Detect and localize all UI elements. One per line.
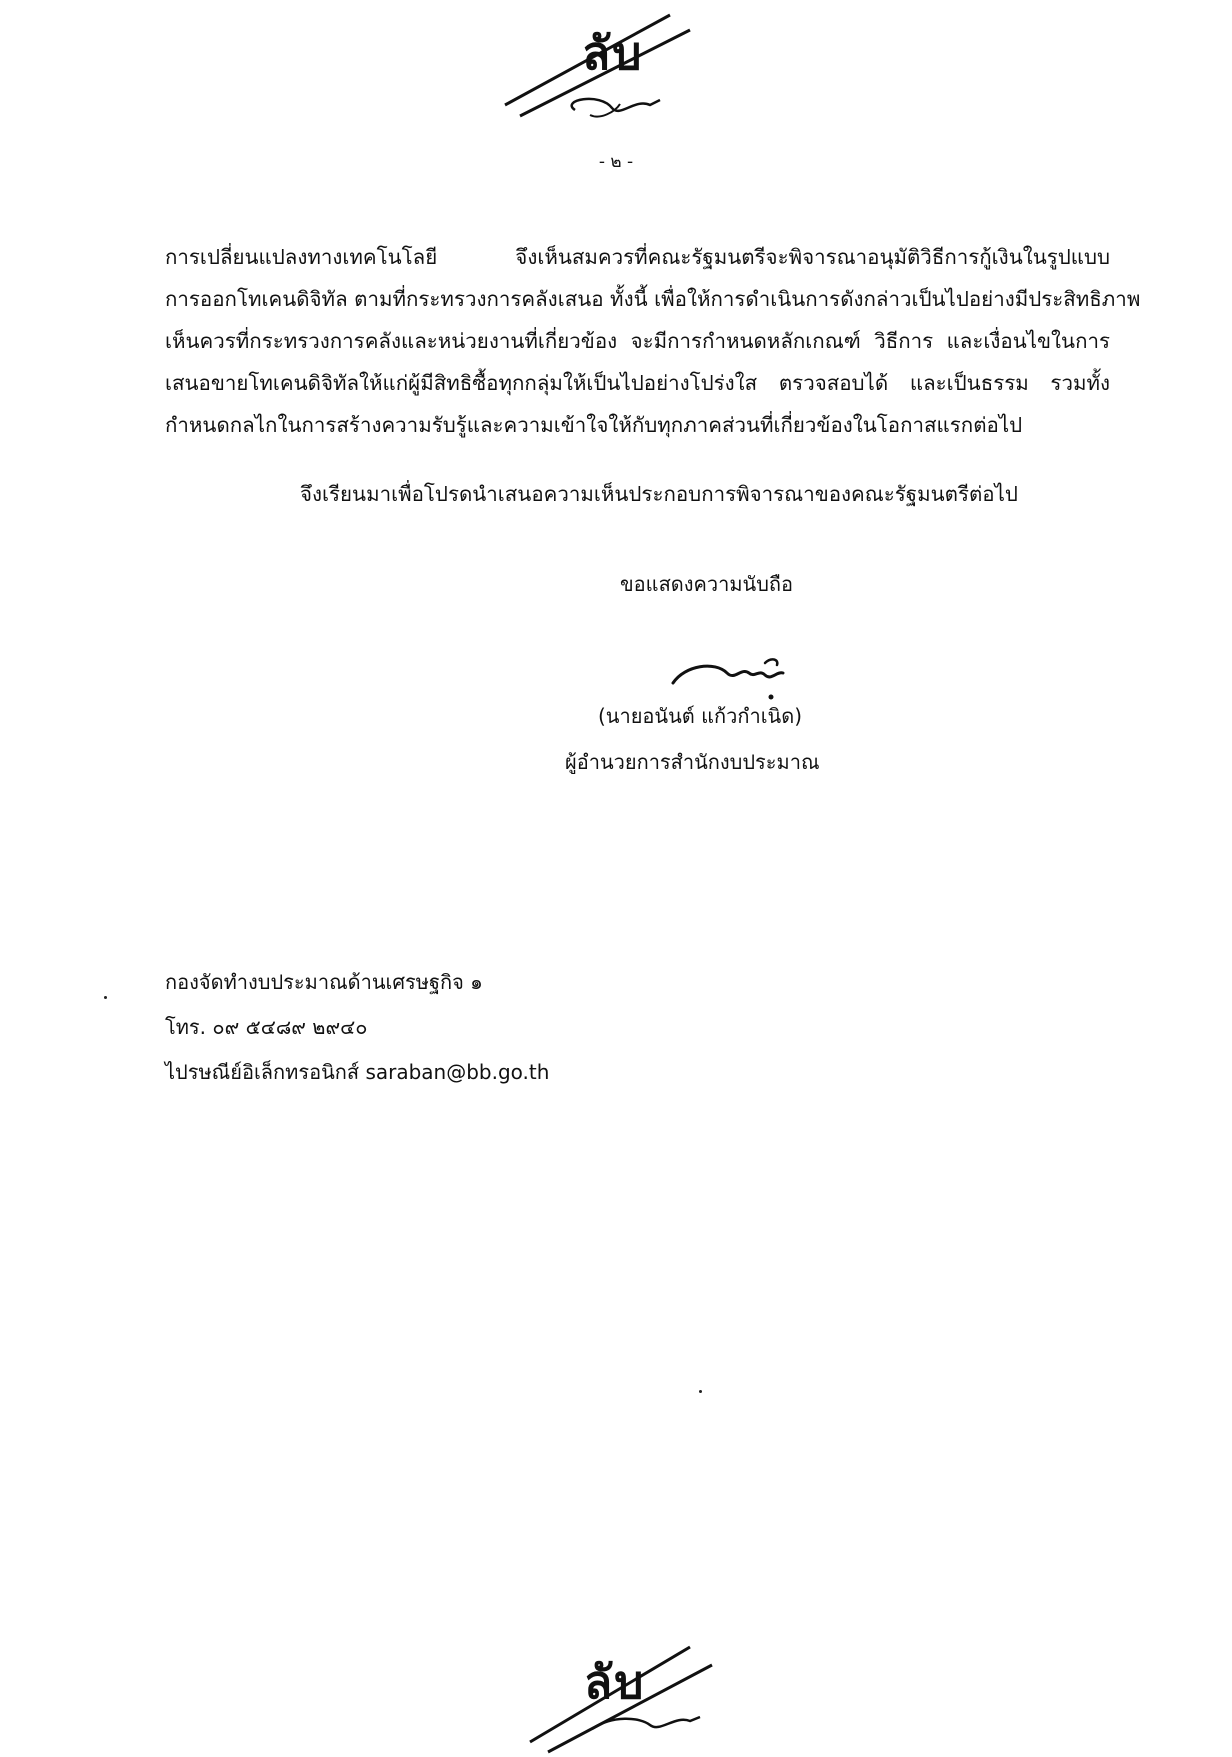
scan-speck [699,1390,702,1393]
complimentary-close: ขอแสดงความนับถือ [620,572,794,596]
signer-title: ผู้อำนวยการสำนักงบประมาณ [565,750,820,774]
body-line: เสนอขายโทเคนดิจิทัลให้แก่ผู้มีสิทธิซื้อทุกกลุ่มให้เป็นไปอย่างโปร่งใส ตรวจสอบได้ และเป็นธรรม รวมทั้ง [165,371,1110,395]
body-line: การเปลี่ยนแปลงทางเทคโนโลยี จึงเห็นสมควรที่คณะรัฐมนตรีจะพิจารณาอนุมัติวิธีการกู้เงินในรูปแบบ [165,245,1110,269]
stamp-word-top: ลับ [582,26,644,80]
body-paragraph [165,236,1141,446]
contact-block [165,960,549,1095]
body-line: กำหนดกลไกในการสร้างความรับรู้และความเข้าใจให้กับทุกภาคส่วนที่เกี่ยวข้องในโอกาสแรกต่อไป [165,413,1023,437]
body-line: เห็นควรที่กระทรวงการคลังและหน่วยงานที่เกี่ยวข้อง จะมีการกำหนดหลักเกณฑ์ วิธีการ และเงื่อนไขในการ [165,329,1110,353]
contact-division: กองจัดทำงบประมาณด้านเศรษฐกิจ ๑ [165,970,483,994]
contact-email: ไปรษณีย์อิเล็กทรอนิกส์ saraban@bb.go.th [165,1060,550,1084]
page-number: - ๒ - [598,152,634,172]
confidential-stamp-top [0,0,1232,140]
confidential-stamp-bottom [0,1617,1232,1757]
closing-paragraph: จึงเรียนมาเพื่อโปรดนำเสนอความเห็นประกอบการพิจารณาของคณะรัฐมนตรีต่อไป [300,482,1018,506]
handwritten-signature [665,643,805,703]
contact-phone: โทร. ๐๙ ๕๔๘๙ ๒๙๔๐ [165,1015,368,1039]
scan-speck [104,996,107,999]
body-line: การออกโทเคนดิจิทัล ตามที่กระทรวงการคลังเสนอ ทั้งนี้ เพื่อให้การดำเนินการดังกล่าวเป็นไปอย่างมีประสิทธิภาพ [165,287,1141,311]
signer-name: (นายอนันต์ แก้วกำเนิด) [598,704,802,728]
stamp-word-bottom: ลับ [584,1655,646,1709]
